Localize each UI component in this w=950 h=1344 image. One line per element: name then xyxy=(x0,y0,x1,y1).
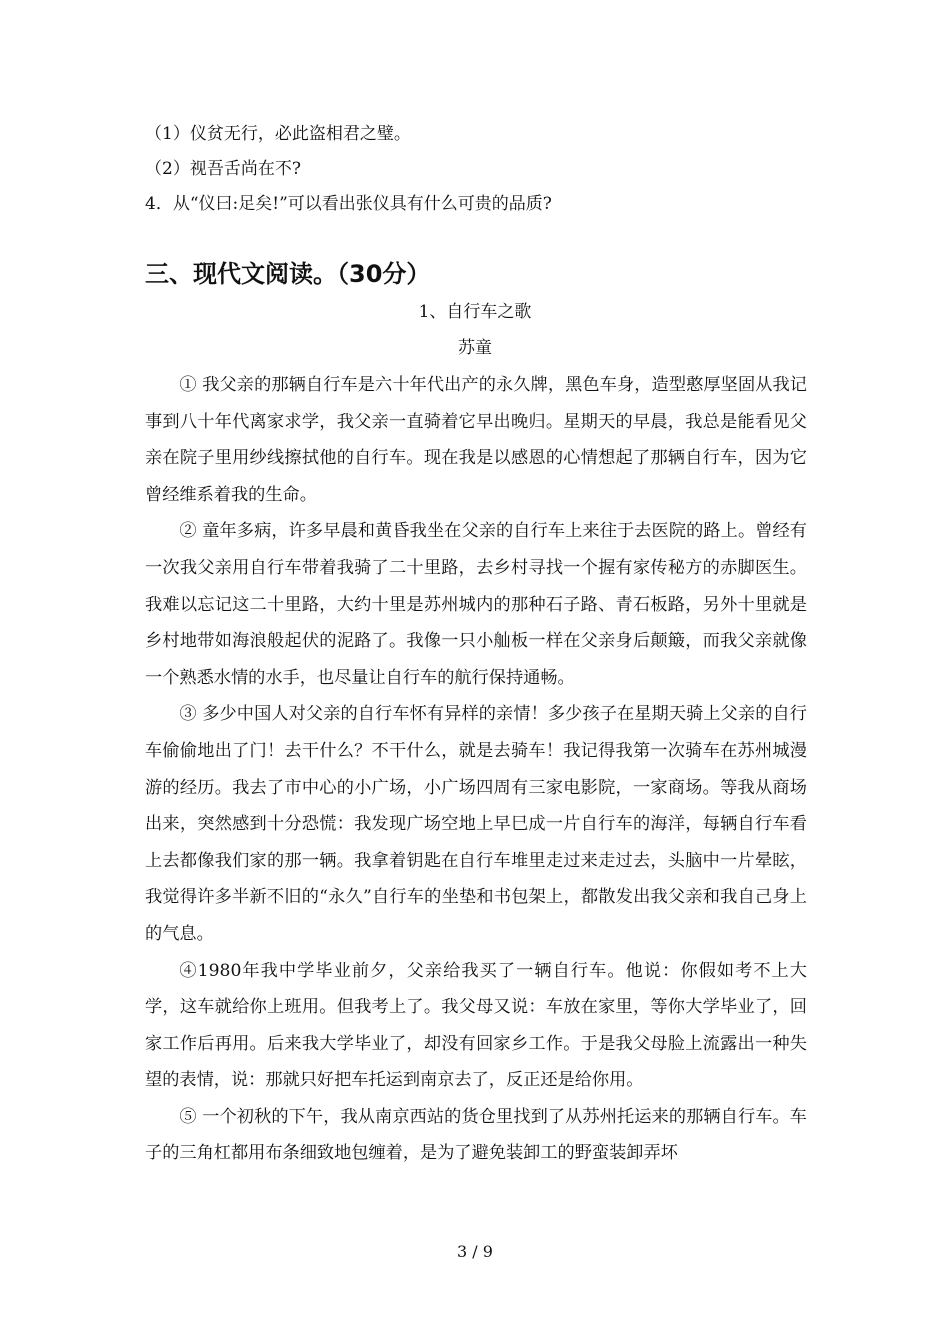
question-4: 4．从“仪曰:足矣!”可以看出张仪具有什么可贵的品质? xyxy=(145,194,552,214)
paragraph-1: ① 我父亲的那辆自行车是六十年代出产的永久牌，黑色车身，造型憨厚坚固从我记事到八十年代离家求学，我父亲一直骑着它早出晚归。星期天的早晨，我总是能看见父亲在院子里用纱线擦拭他的自行车。现在我是以感恩的心情想起了那辆自行车，因为它曾经维系着我的生命。 xyxy=(145,375,807,505)
question-sub-2: （2）视吾舌尚在不? xyxy=(145,159,301,179)
article-title: 1、自行车之歌 xyxy=(418,302,532,322)
article-author: 苏童 xyxy=(458,338,492,358)
paragraph-4: ④1980年我中学毕业前夕，父亲给我买了一辆自行车。他说：你假如考不上大学，这车就给你上班用。但我考上了。我父母又说：车放在家里，等你大学毕业了，回家工作后再用。后来我大学毕业了，却没有回家乡工作。于是我父母脸上流露出一种失望的表情，说：那就只好把车托运到南京去了，反正还是给你用。 xyxy=(145,960,807,1091)
page-number: 3 / 9 xyxy=(457,1242,493,1261)
article-body xyxy=(145,367,807,1172)
paragraph-3: ③ 多少中国人对父亲的自行车怀有异样的亲情！多少孩子在星期天骑上父亲的自行车偷偷地出了门！去干什么？不干什么，就是去骑车！我记得我第一次骑车在苏州城漫游的经历。我去了市中心的小广场，小广场四周有三家电影院，一家商场。等我从商场出来，突然感到十分恐慌：我发现广场空地上早巳成一片自行车的海洋，每辆自行车看上去都像我们家的那一辆。我拿着钥匙在自行车堆里走过来走过去，头脑中一片晕眩，我觉得许多半新不旧的“永久”自行车的坐垫和书包架上，都散发出我父亲和我自己身上的气息。 xyxy=(145,704,807,944)
paragraph-5: ⑤ 一个初秋的下午，我从南京西站的货仓里找到了从苏州托运来的那辆自行车。车子的三角杠都用布条细致地包缠着，是为了避免装卸工的野蛮装卸弄坏 xyxy=(145,1106,807,1164)
question-sub-1: （1）仪贫无行，必此盗相君之璧。 xyxy=(145,124,411,144)
paragraph-2: ② 童年多病，许多早晨和黄昏我坐在父亲的自行车上来往于去医院的路上。曾经有一次我父亲用自行车带着我骑了二十里路，去乡村寻找一个握有家传秘方的赤脚医生。我难以忘记这二十里路，大约十里是苏州城内的那种石子路、青石板路，另外十里就是乡村地带如海浪般起伏的泥路了。我像一只小舢板一样在父亲身后颠簸，而我父亲就像一个熟悉水情的水手，也尽量让自行车的航行保持通畅。 xyxy=(145,521,807,688)
section-heading: 三、现代文阅读。（30分） xyxy=(145,260,431,288)
